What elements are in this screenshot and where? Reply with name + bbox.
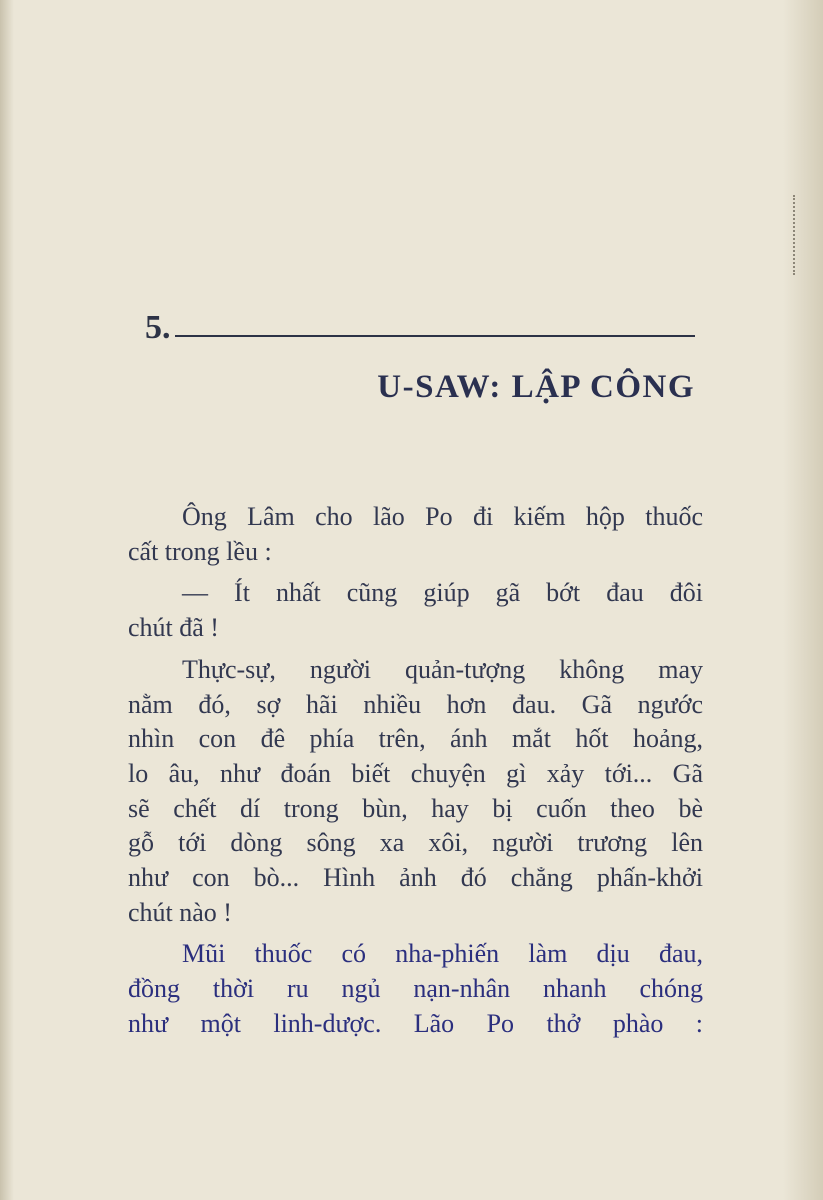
text-line: chút đã ! xyxy=(128,613,219,643)
chapter-rule xyxy=(175,335,695,337)
text-line: như một linh-dược. Lão Po thở phào : xyxy=(128,1008,703,1038)
text-line: Thực-sự, người quản-tượng không may xyxy=(182,654,703,684)
chapter-heading xyxy=(145,308,695,348)
text-line: như con bò... Hình ảnh đó chẳng phấn-khởi xyxy=(128,863,703,893)
text-line: cất trong lều : xyxy=(128,536,272,566)
page-edge-shadow-left xyxy=(0,0,14,1200)
paragraph-3 xyxy=(128,653,703,931)
body-text xyxy=(128,500,703,1049)
text-line: Mũi thuốc có nha-phiến làm dịu đau, xyxy=(182,939,703,969)
text-line: lo âu, như đoán biết chuyện gì xảy tới... Gã xyxy=(128,758,703,788)
text-line: gỗ tới dòng sông xa xôi, người trương lên xyxy=(128,828,703,858)
text-line: đồng thời ru ngủ nạn-nhân nhanh chóng xyxy=(128,974,703,1004)
paragraph-4 xyxy=(128,937,703,1041)
text-line: chút nào ! xyxy=(128,897,232,927)
page-edge-shadow-right xyxy=(783,0,823,1200)
chapter-number: 5. xyxy=(145,309,171,346)
chapter-title: U-SAW: LẬP CÔNG xyxy=(377,369,695,405)
page-edge-tear xyxy=(787,195,795,275)
text-line: nhìn con đê phía trên, ánh mắt hốt hoảng, xyxy=(128,724,703,754)
text-line: — Ít nhất cũng giúp gã bớt đau đôi xyxy=(182,578,703,608)
text-line: Ông Lâm cho lão Po đi kiếm hộp thuốc xyxy=(182,502,703,531)
paragraph-2 xyxy=(128,576,703,645)
text-line: sẽ chết dí trong bùn, hay bị cuốn theo bè xyxy=(128,793,703,823)
text-line: nằm đó, sợ hãi nhiều hơn đau. Gã ngước xyxy=(128,689,703,719)
paragraph-1 xyxy=(128,500,703,569)
